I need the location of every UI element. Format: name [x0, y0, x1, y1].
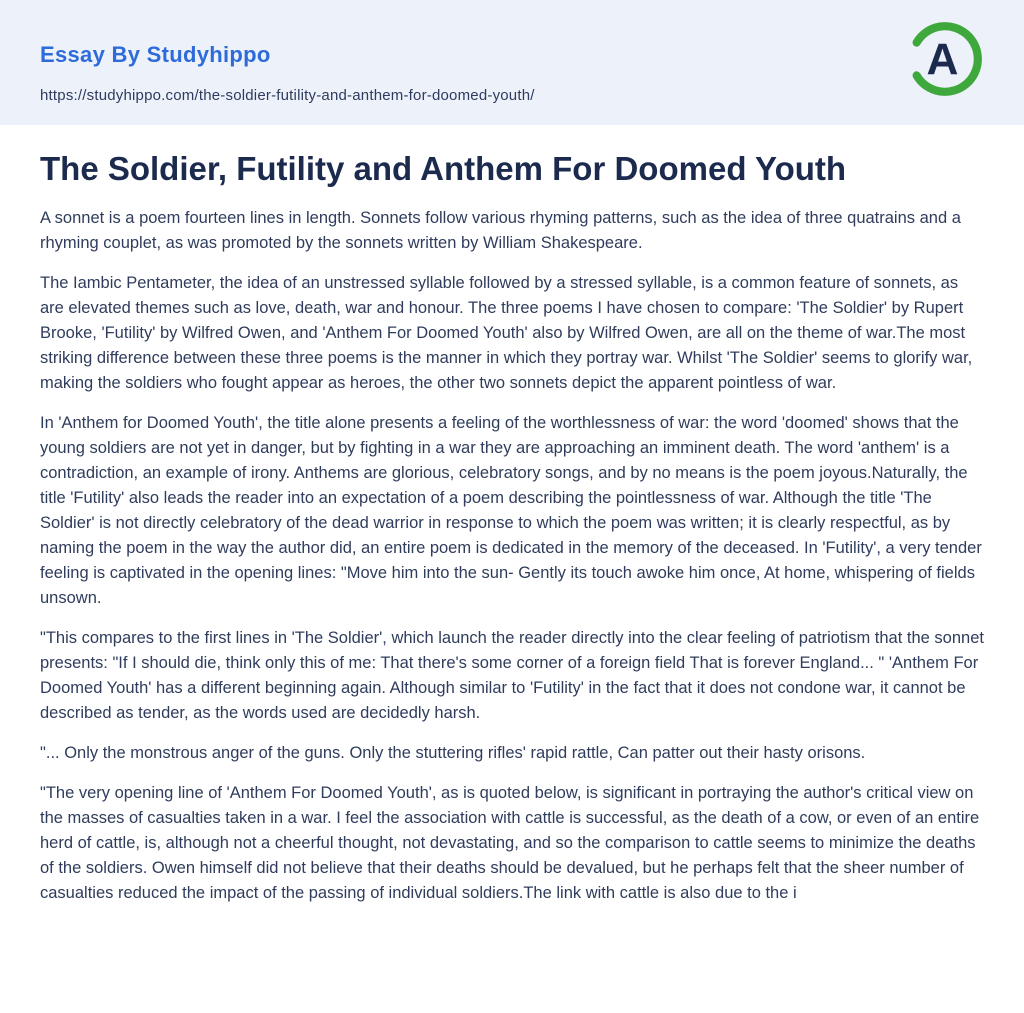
- essay-paragraph-2: The Iambic Pentameter, the idea of an unstressed syllable followed by a stressed syllable, is a common feature of sonnets, as are elevated themes such as love, death, war and honour. The three poems I have chosen to compare: 'The Soldier' by Rupert Brooke, 'Futility' by Wilfred Owen, and 'Anthem For Doomed Youth' also by Wilfred Owen, are all on the theme of war.The most striking difference between these three poems is the manner in which they portray war. Whilst 'The Soldier' seems to glorify war, making the soldiers who fought appear as heroes, the other two sonnets depict the apparent pointless of war.: [40, 273, 973, 392]
- essay-paragraph-5: "... Only the monstrous anger of the guns. Only the stuttering rifles' rapid rattle, Can patter out their hasty orisons.: [40, 743, 866, 762]
- brand-title: Essay By Studyhippo: [40, 42, 271, 67]
- essay-paragraph-6: "The very opening line of 'Anthem For Doomed Youth', as is quoted below, is significant in portraying the author's critical view on the masses of casualties taken in a war. I feel the association with cattle is successful, as the death of a cow, or even of an entire herd of cattle, is, although not a cheerful thought, not devastating, and so the comparison to cattle seems to minimize the deaths of the soldiers. Owen himself did not believe that their deaths should be devalued, but he perhaps felt that the sheer number of casualties reduced the impact of the passing of individual soldiers.The link with cattle is also due to the i: [40, 783, 980, 902]
- page-url: https://studyhippo.com/the-soldier-futility-and-anthem-for-doomed-youth/: [40, 87, 535, 104]
- essay-content: [0, 125, 1024, 951]
- essay-paragraph-1: A sonnet is a poem fourteen lines in length. Sonnets follow various rhyming patterns, such as the idea of three quatrains and a rhyming couplet, as was promoted by the sonnets written by William Shakespeare.: [40, 208, 961, 252]
- essay-title: The Soldier, Futility and Anthem For Doomed Youth: [40, 150, 847, 187]
- studyhippo-logo: [904, 18, 986, 100]
- essay-paragraph-4: "This compares to the first lines in 'The Soldier', which launch the reader directly into the clear feeling of patriotism that the sonnet presents: "If I should die, think only this of me: That there's some corner of a foreign field That is forever England... " 'Anthem For Doomed Youth' has a different beginning again. Although similar to 'Futility' in the fact that it does not condone war, it cannot be described as tender, as the words used are decidedly harsh.: [40, 628, 984, 722]
- page-header: [0, 0, 1024, 125]
- logo-letter: A: [926, 35, 959, 85]
- essay-paragraph-3: In 'Anthem for Doomed Youth', the title alone presents a feeling of the worthlessness of war: the word 'doomed' shows that the young soldiers are not yet in danger, but by fighting in a war they are approaching an imminent death. The word 'anthem' is a contradiction, an example of irony. Anthems are glorious, celebratory songs, and by no means is the poem joyous.Naturally, the title 'Futility' also leads the reader into an expectation of a poem describing the pointlessness of war. Although the title 'The Soldier' is not directly celebratory of the dead warrior in response to which the poem was written; it is clearly respectful, as by naming the poem in the way the author did, an entire poem is dedicated in the memory of the deceased. In 'Futility', a very tender feeling is captivated in the opening lines: "Move him into the sun- Gently its touch awoke him once, At home, whispering of fields unsown.: [40, 413, 982, 607]
